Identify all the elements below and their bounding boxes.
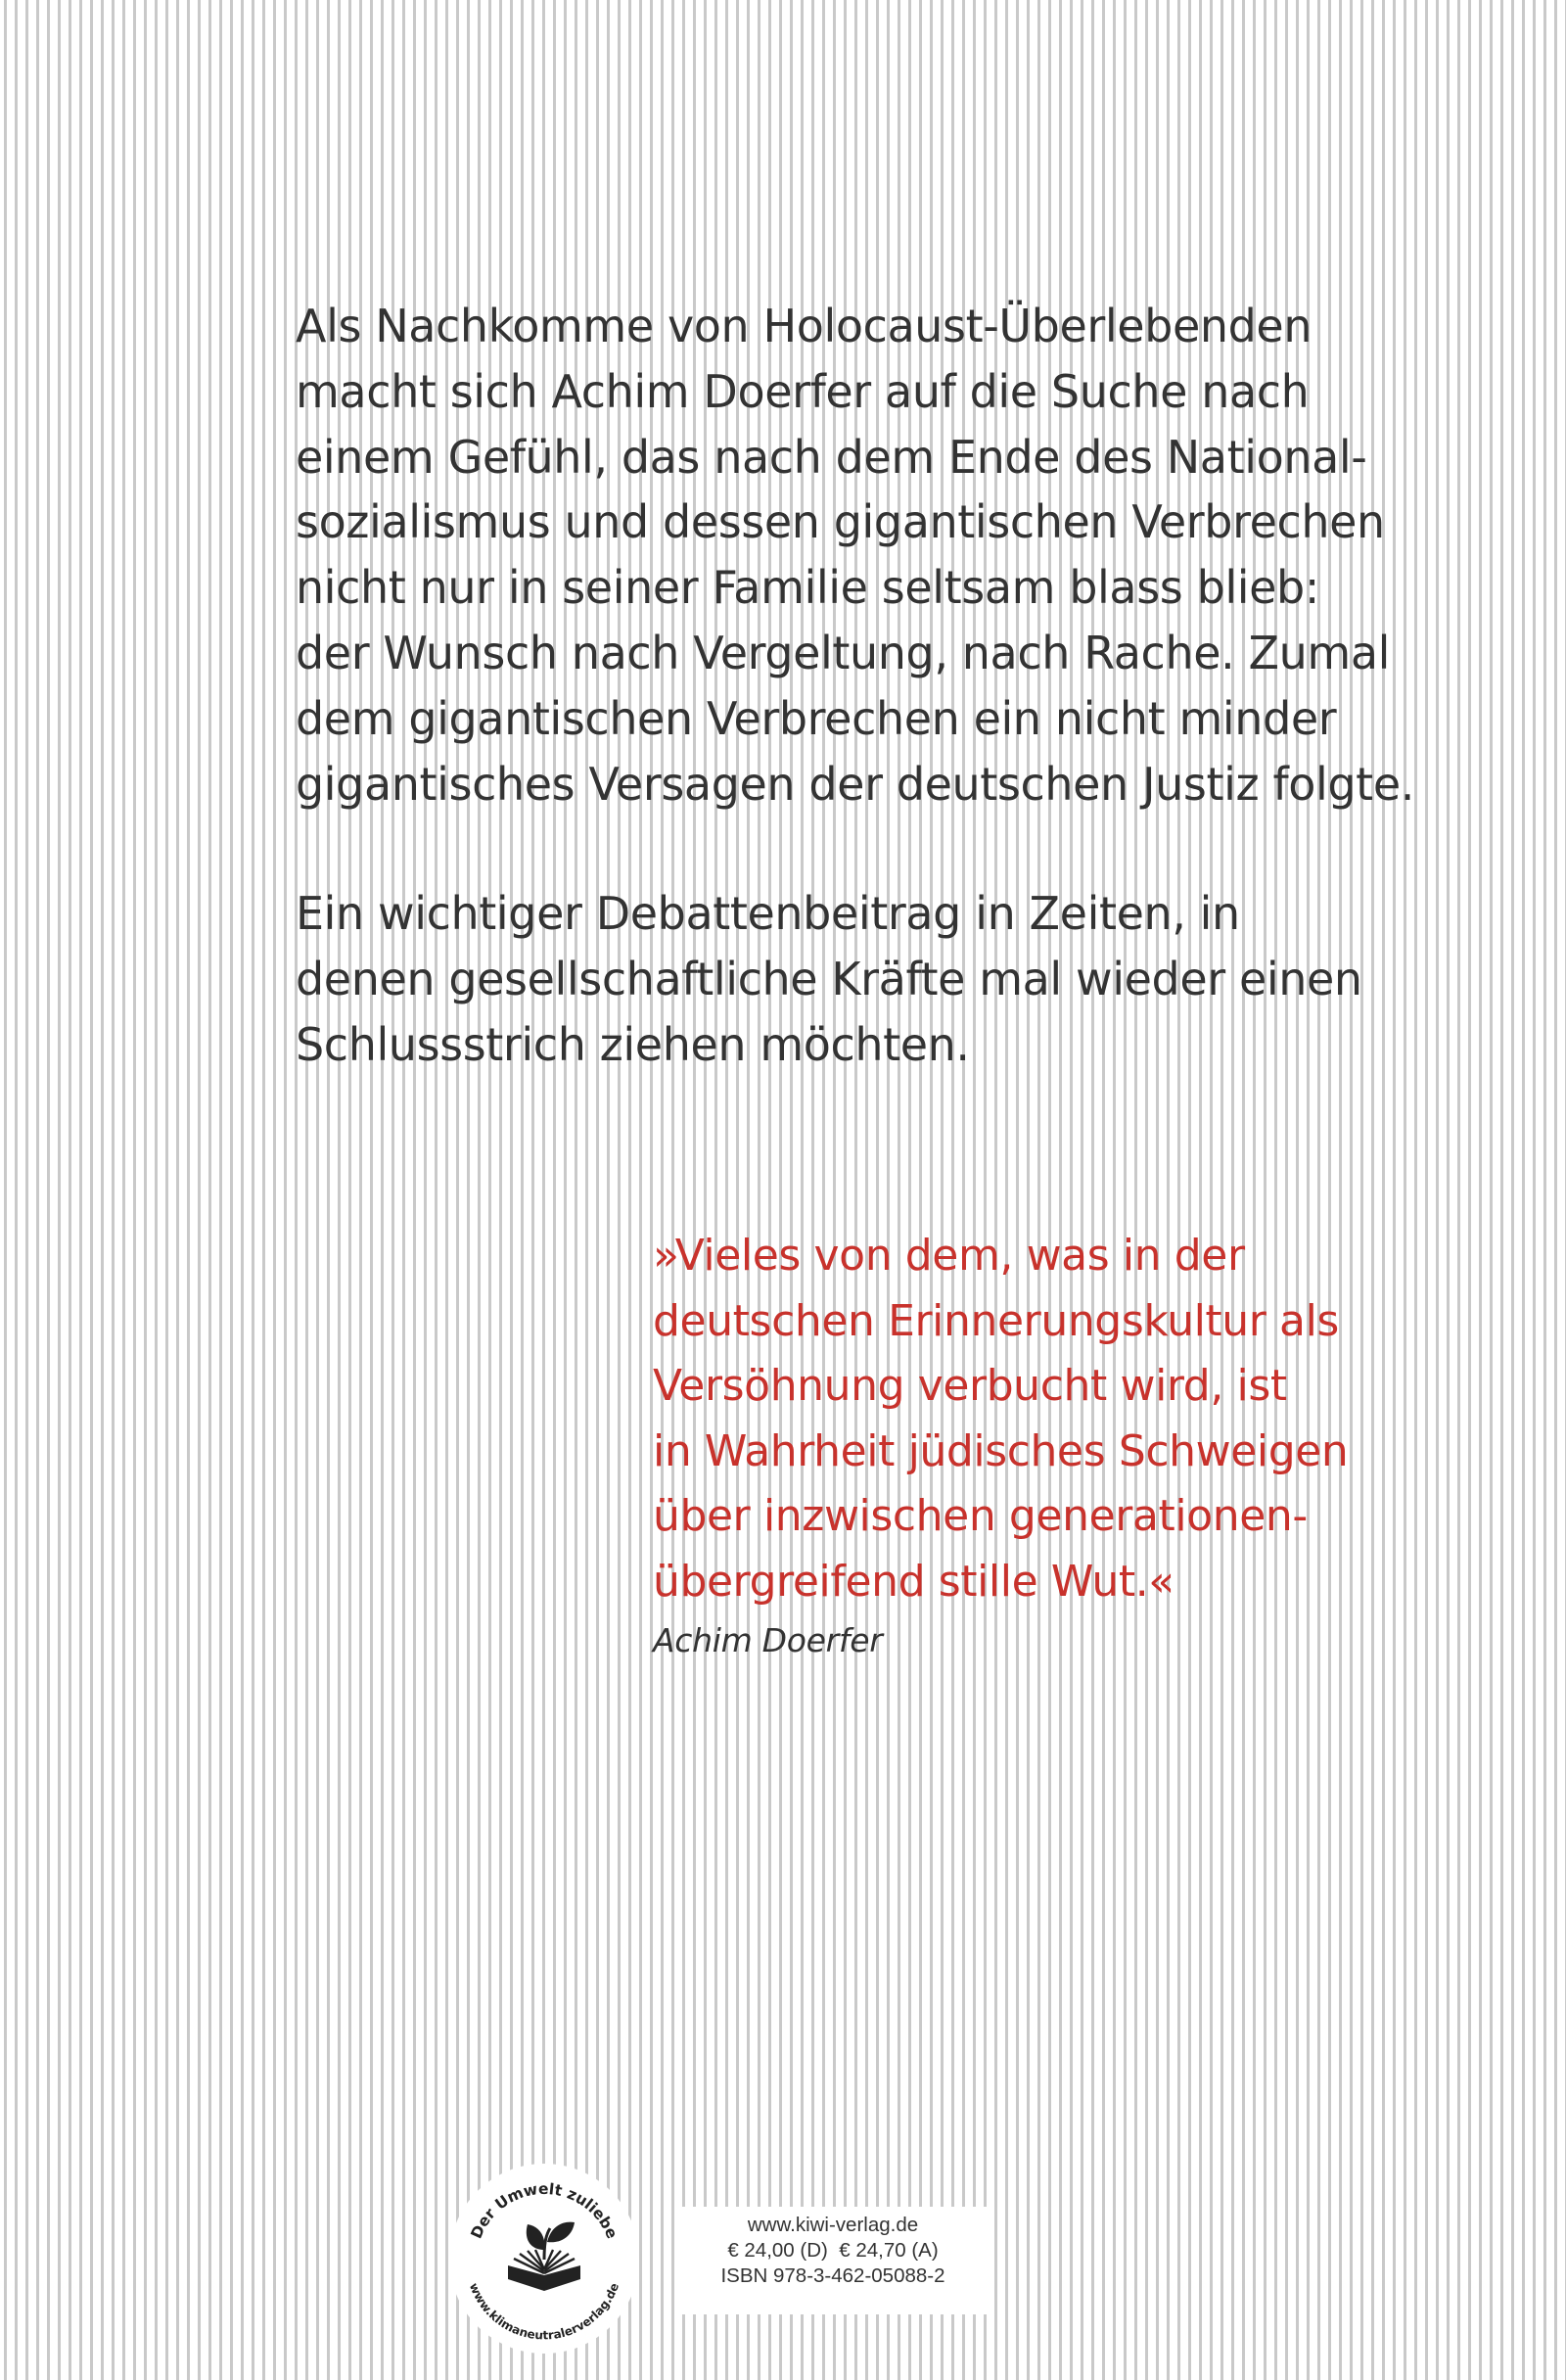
quote-line: deutschen Erinnerungskultur als xyxy=(653,1295,1339,1346)
blurb-line: Ein wichtiger Debattenbeitrag in Zeiten, in xyxy=(296,887,1240,941)
blurb-line: sozialismus und dessen gigantischen Verbrechen xyxy=(296,495,1385,549)
blurb-line: der Wunsch nach Vergeltung, nach Rache. Zumal xyxy=(296,626,1390,679)
quote-line: in Wahrheit jüdisches Schweigen xyxy=(653,1425,1349,1476)
isbn-line: ISBN 978-3-462-05088-2 xyxy=(720,2264,945,2287)
quote-line: über inzwischen generationen- xyxy=(653,1491,1308,1541)
quote-line: übergreifend stille Wut.« xyxy=(653,1556,1174,1607)
seal-top-text: Der Umwelt zuliebe xyxy=(467,2179,622,2242)
blurb-line: macht sich Achim Doerfer auf die Suche nach xyxy=(296,364,1310,418)
book-with-leaves-icon xyxy=(508,2222,580,2291)
blurb-line: Schlussstrich ziehen möchten. xyxy=(296,1017,970,1071)
blurb-line: Als Nachkomme von Holocaust-Überlebenden xyxy=(296,300,1313,352)
publisher-website: www.kiwi-verlag.de xyxy=(747,2214,919,2236)
author-quote xyxy=(653,1224,1358,1614)
blurb-line: denen gesellschaftliche Kräfte mal wieder einen xyxy=(296,953,1362,1006)
climate-neutral-seal xyxy=(449,2164,639,2354)
blurb-text xyxy=(296,294,1414,1078)
seal-graphic xyxy=(449,2164,639,2354)
seal-bottom-text: www.klimaneutralerverlag.de xyxy=(466,2280,622,2343)
price-line: € 24,00 (D) € 24,70 (A) xyxy=(727,2239,939,2262)
blurb-line: dem gigantischen Verbrechen ein nicht minder xyxy=(296,691,1337,745)
blurb-line: gigantisches Versagen der deutschen Justiz folgte. xyxy=(296,757,1414,811)
blurb-line: einem Gefühl, das nach dem Ende des National- xyxy=(296,430,1367,484)
imprint-box xyxy=(677,2207,989,2314)
blurb-paragraph-2 xyxy=(296,881,1362,1077)
blurb-line: nicht nur in seiner Familie seltsam blass blieb: xyxy=(296,561,1319,615)
blurb-paragraph-1 xyxy=(296,294,1414,817)
quote-attribution: Achim Doerfer xyxy=(653,1621,883,1659)
quote-line: Versöhnung verbucht wird, ist xyxy=(653,1361,1287,1411)
quote-line: »Vieles von dem, was in der xyxy=(653,1231,1245,1281)
